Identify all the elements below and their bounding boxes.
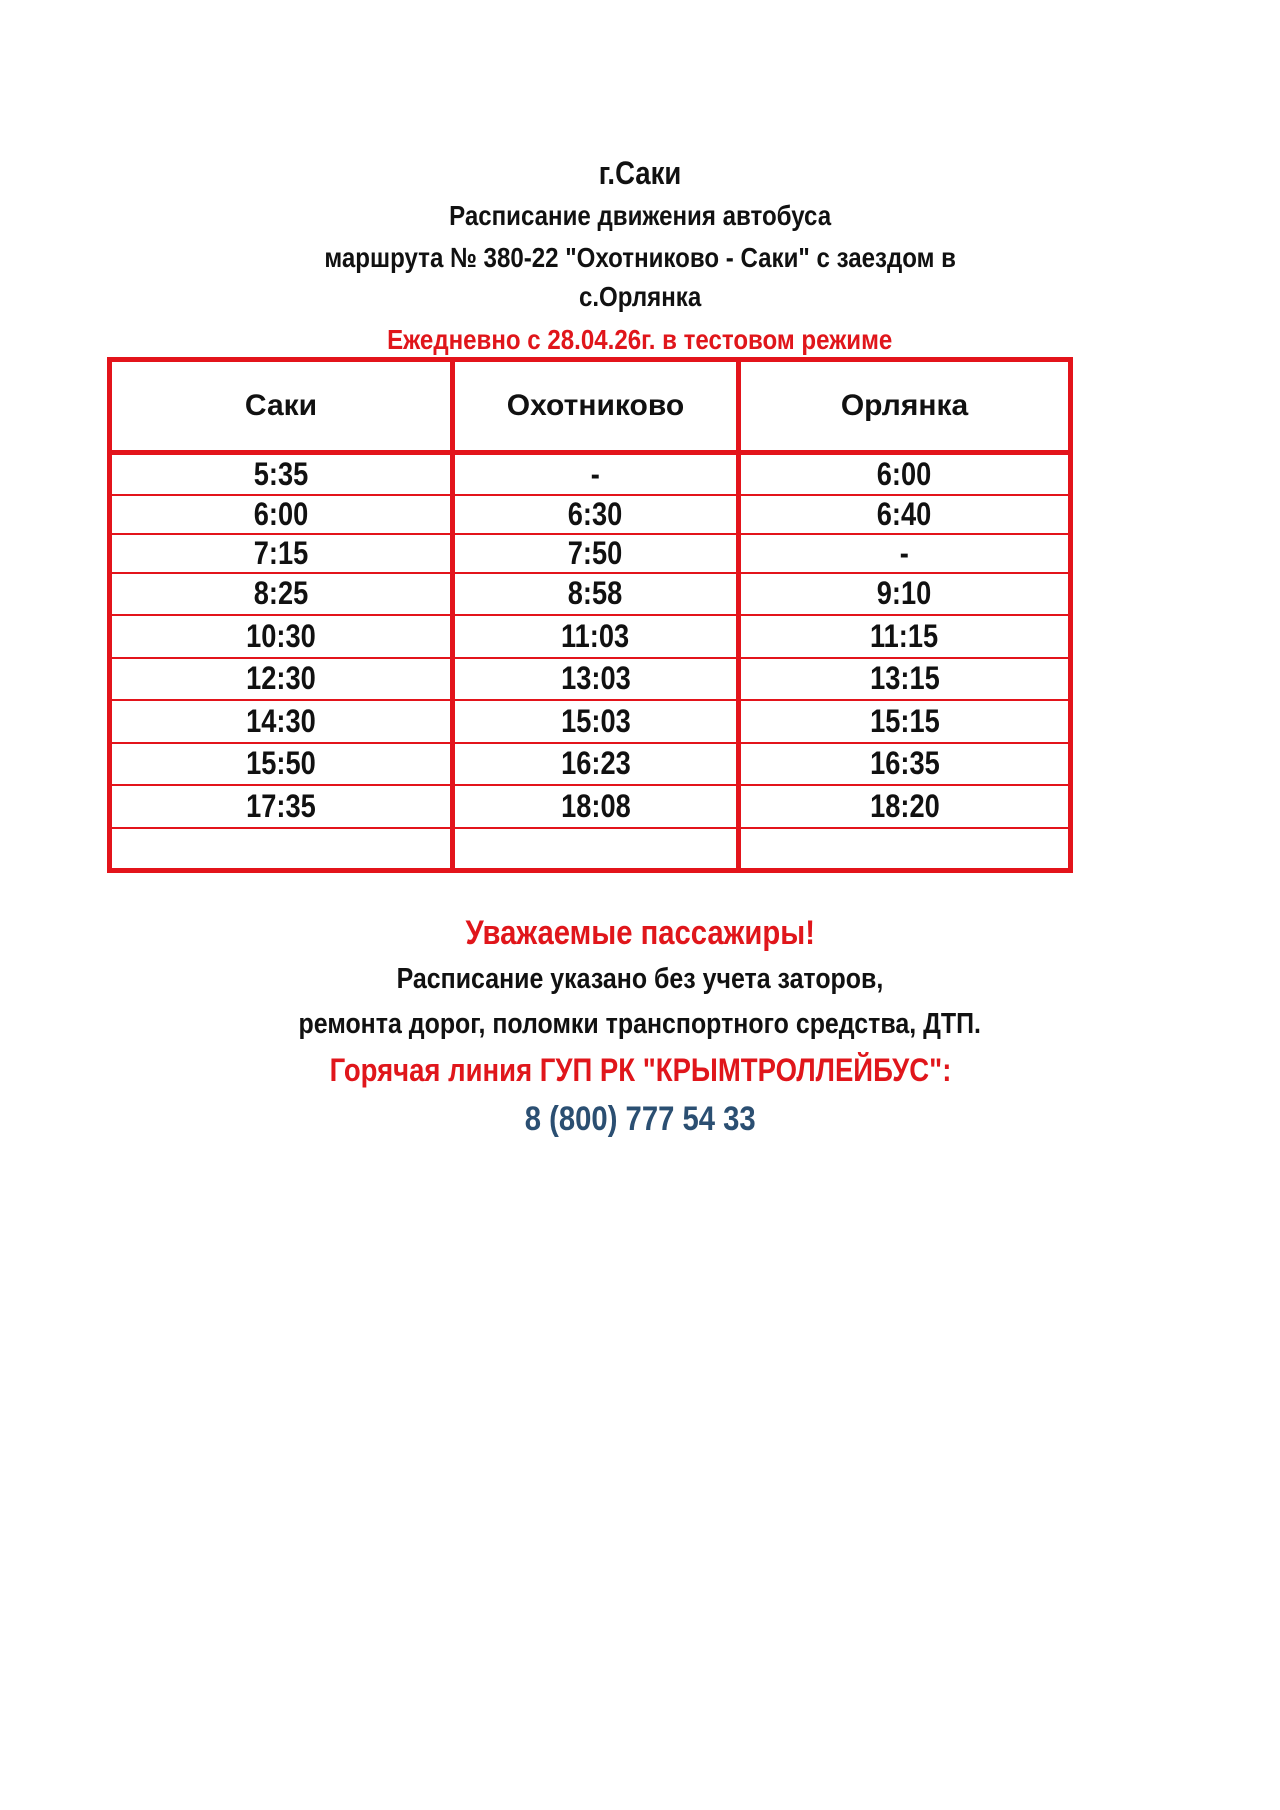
table-row <box>110 453 1071 495</box>
time-value: 7:50 <box>568 534 623 571</box>
time-cell-saki <box>110 828 453 871</box>
time-cell-orlyanka <box>739 534 1071 573</box>
schedule-title: Расписание движения автобуса <box>448 200 832 231</box>
time-value: 9:10 <box>877 575 932 611</box>
time-value: 15:03 <box>560 702 631 739</box>
table-row <box>110 615 1071 658</box>
column-header-orlyanka: Орлянка <box>739 360 1071 453</box>
time-cell-orlyanka <box>739 828 1071 871</box>
time-cell-okhotnikovo <box>453 495 739 534</box>
time-value: - <box>590 455 601 492</box>
schedule-table <box>107 357 1073 873</box>
time-value: 13:15 <box>869 660 940 696</box>
time-cell-okhotnikovo <box>453 658 739 700</box>
table-row <box>110 700 1071 743</box>
time-cell-orlyanka <box>739 573 1071 615</box>
time-cell-saki <box>110 785 453 828</box>
time-cell-okhotnikovo <box>453 743 739 785</box>
time-cell-saki <box>110 573 453 615</box>
disclaimer-line-2: ремонта дорог, поломки транспортного средства, ДТП. <box>298 1008 982 1040</box>
time-cell-okhotnikovo <box>453 785 739 828</box>
time-cell-okhotnikovo <box>453 700 739 743</box>
time-value: 13:03 <box>560 660 631 696</box>
time-value: 18:08 <box>560 787 631 824</box>
time-value: 16:35 <box>869 745 940 781</box>
column-header-saki: Саки <box>110 360 453 453</box>
time-cell-okhotnikovo <box>453 615 739 658</box>
time-value: 11:15 <box>870 617 939 654</box>
table-row <box>110 534 1071 573</box>
time-cell-orlyanka <box>739 743 1071 785</box>
time-cell-saki <box>110 743 453 785</box>
time-cell-okhotnikovo <box>453 534 739 573</box>
city-title: г.Саки <box>598 155 682 191</box>
time-cell-okhotnikovo <box>453 828 739 871</box>
time-cell-saki <box>110 453 453 495</box>
time-value: 17:35 <box>246 787 316 824</box>
disclaimer-line-1: Расписание указано без учета заторов, <box>396 963 884 995</box>
time-value: - <box>899 534 910 571</box>
time-value: 16:23 <box>560 745 631 781</box>
time-value: 10:30 <box>246 617 316 654</box>
column-header-okhotnikovo: Охотниково <box>453 360 739 453</box>
table-row <box>110 785 1071 828</box>
time-value: 15:50 <box>246 745 316 781</box>
hotline-phone[interactable]: 8 (800) 777 54 33 <box>524 1100 756 1138</box>
schedule-notice: Ежедневно с 28.04.26г. в тестовом режиме <box>387 324 893 355</box>
time-value: 14:30 <box>246 702 316 739</box>
table-row <box>110 573 1071 615</box>
time-value: 5:35 <box>253 455 309 492</box>
time-value: 8:25 <box>253 575 309 611</box>
time-value: 6:30 <box>568 495 623 532</box>
time-value: 11:03 <box>561 617 630 654</box>
time-value: 6:40 <box>877 495 932 532</box>
time-value: 6:00 <box>877 455 932 492</box>
time-cell-saki <box>110 615 453 658</box>
time-value: 15:15 <box>869 702 940 739</box>
time-cell-orlyanka <box>739 785 1071 828</box>
time-cell-orlyanka <box>739 658 1071 700</box>
time-cell-saki <box>110 534 453 573</box>
time-cell-saki <box>110 495 453 534</box>
time-cell-saki <box>110 658 453 700</box>
time-value: 12:30 <box>246 660 316 696</box>
table-row <box>110 495 1071 534</box>
table-row <box>110 743 1071 785</box>
time-value: 18:20 <box>869 787 940 824</box>
time-cell-orlyanka <box>739 700 1071 743</box>
table-row <box>110 658 1071 700</box>
time-cell-orlyanka <box>739 453 1071 495</box>
time-value: 6:00 <box>253 495 309 532</box>
time-cell-saki <box>110 700 453 743</box>
time-cell-okhotnikovo <box>453 573 739 615</box>
table-header-row <box>110 360 1071 453</box>
time-cell-okhotnikovo <box>453 453 739 495</box>
time-value: 7:15 <box>253 534 309 571</box>
route-title-cont: с.Орлянка <box>578 281 702 312</box>
table-row <box>110 828 1071 871</box>
route-title: маршрута № 380-22 "Охотниково - Саки" с заездом в <box>324 242 956 273</box>
time-value: 8:58 <box>568 575 623 611</box>
time-cell-orlyanka <box>739 495 1071 534</box>
time-cell-orlyanka <box>739 615 1071 658</box>
passenger-greeting: Уважаемые пассажиры! <box>465 914 815 952</box>
hotline-label: Горячая линия ГУП РК "КРЫМТРОЛЛЕЙБУС": <box>329 1052 951 1088</box>
